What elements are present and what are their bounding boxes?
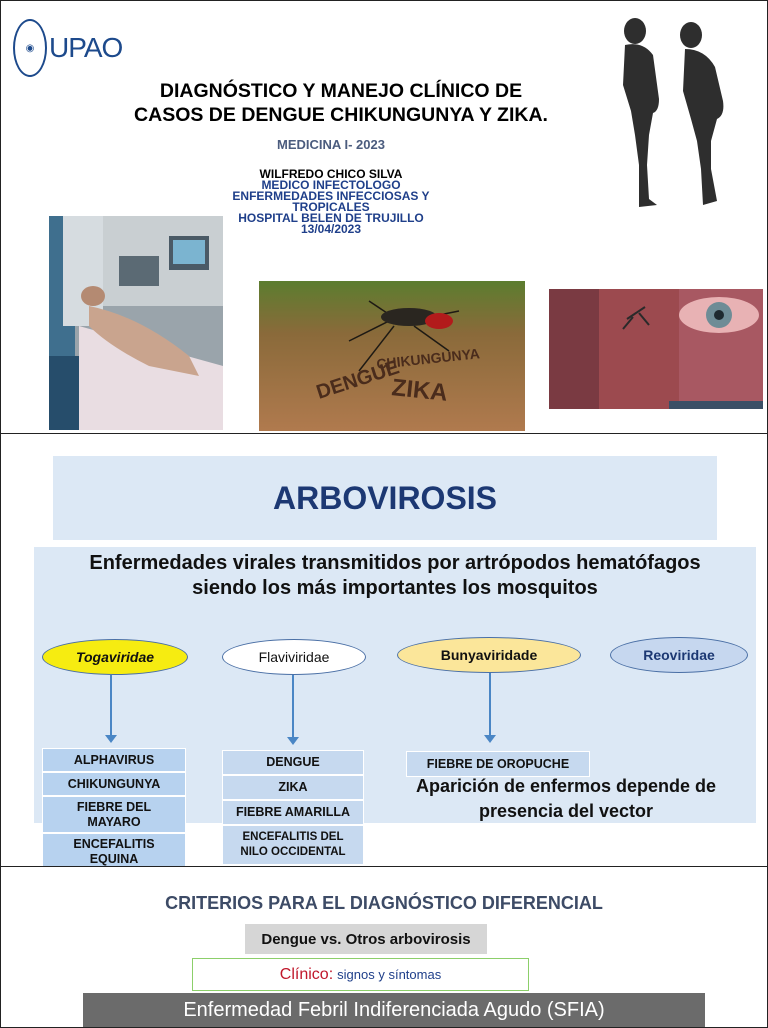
- togaviridae-diseases: [42, 748, 186, 867]
- clinical-criteria-box: [192, 958, 529, 991]
- disease-item: FIEBRE AMARILLA: [222, 800, 364, 825]
- mosquito-skin-photo: [259, 281, 525, 431]
- flaviviridae-diseases: [222, 750, 364, 865]
- author-hospital: HOSPITAL BELEN DE TRUJILLO: [238, 211, 424, 225]
- disease-item: ENCEFALITIS EQUINA: [42, 833, 186, 867]
- upao-logo: [13, 19, 122, 77]
- disease-item: FIEBRE DEL MAYARO: [42, 796, 186, 833]
- slide-arbovirosis: [0, 433, 768, 867]
- photo-text-zika: ZIKA: [390, 374, 449, 407]
- author-role: MEDICO INFECTOLOGO: [261, 178, 401, 192]
- disease-item: DENGUE: [222, 750, 364, 775]
- definition-line-2: siendo los más importantes los mosquitos: [192, 577, 598, 599]
- arbovirosis-header: [53, 456, 717, 540]
- note-line-1: Aparición de enfermos depende de: [415, 776, 717, 796]
- family-flaviviridae: Flaviviridae: [222, 639, 366, 675]
- definition-line-1: Enfermedades virales transmitidos por artrópodos hematófagos: [89, 552, 701, 574]
- arrow-bunyaviridade: [489, 673, 491, 737]
- presentation-date: 13/04/2023: [300, 222, 362, 236]
- presentation-title: [61, 79, 621, 127]
- course-label: MEDICINA I- 2023: [277, 137, 385, 152]
- icu-patient-photo: [49, 216, 223, 430]
- title-line-1: DIAGNÓSTICO Y MANEJO CLÍNICO DE: [159, 80, 523, 102]
- arrow-togaviridae: [110, 675, 112, 737]
- slide-title: [0, 0, 768, 434]
- patient-silhouettes-image: [613, 15, 743, 209]
- disease-item: FIEBRE DE OROPUCHE: [406, 751, 590, 777]
- comparison-label: Dengue vs. Otros arbovirosis: [245, 924, 487, 954]
- clinical-detail: signos y síntomas: [337, 967, 442, 982]
- family-reoviridae: Reoviridae: [610, 637, 748, 673]
- author-name: WILFREDO CHICO SILVA: [259, 167, 403, 181]
- sfia-banner: Enfermedad Febril Indiferenciada Agudo (SFIA): [83, 993, 705, 1027]
- family-bunyaviridade: Bunyaviridade: [397, 637, 581, 673]
- vector-note: [393, 774, 739, 824]
- slide-heading: ARBOVIROSIS: [272, 479, 498, 516]
- note-line-2: presencia del vector: [478, 801, 654, 821]
- rash-conjunctivitis-photo: [549, 289, 763, 409]
- university-seal-icon: ◉: [13, 19, 47, 77]
- author-details: [201, 180, 461, 235]
- disease-item: ALPHAVIRUS: [42, 748, 186, 772]
- author-specialty-2: TROPICALES: [292, 200, 370, 214]
- slide-heading: CRITERIOS PARA EL DIAGNÓSTICO DIFERENCIAL: [165, 893, 603, 913]
- clinical-label: Clínico:: [279, 965, 334, 983]
- title-line-2: CASOS DE DENGUE CHIKUNGUNYA Y ZIKA.: [134, 104, 548, 126]
- definition-text: [34, 551, 756, 601]
- photo-text-dengue: DENGUE: [313, 356, 402, 404]
- photo-text-chikungunya: CHIKUNGUNYA: [375, 345, 481, 372]
- slide-differential-diagnosis: [0, 866, 768, 1028]
- disease-item: CHIKUNGUNYA: [42, 772, 186, 796]
- disease-item: ZIKA: [222, 775, 364, 800]
- arrow-flaviviridae: [292, 675, 294, 739]
- logo-text: UPAO: [49, 32, 123, 63]
- author-specialty-1: ENFERMEDADES INFECCIOSAS Y: [232, 189, 430, 203]
- family-togaviridae: Togaviridae: [42, 639, 188, 675]
- disease-item: ENCEFALITIS DEL NILO OCCIDENTAL: [222, 825, 364, 865]
